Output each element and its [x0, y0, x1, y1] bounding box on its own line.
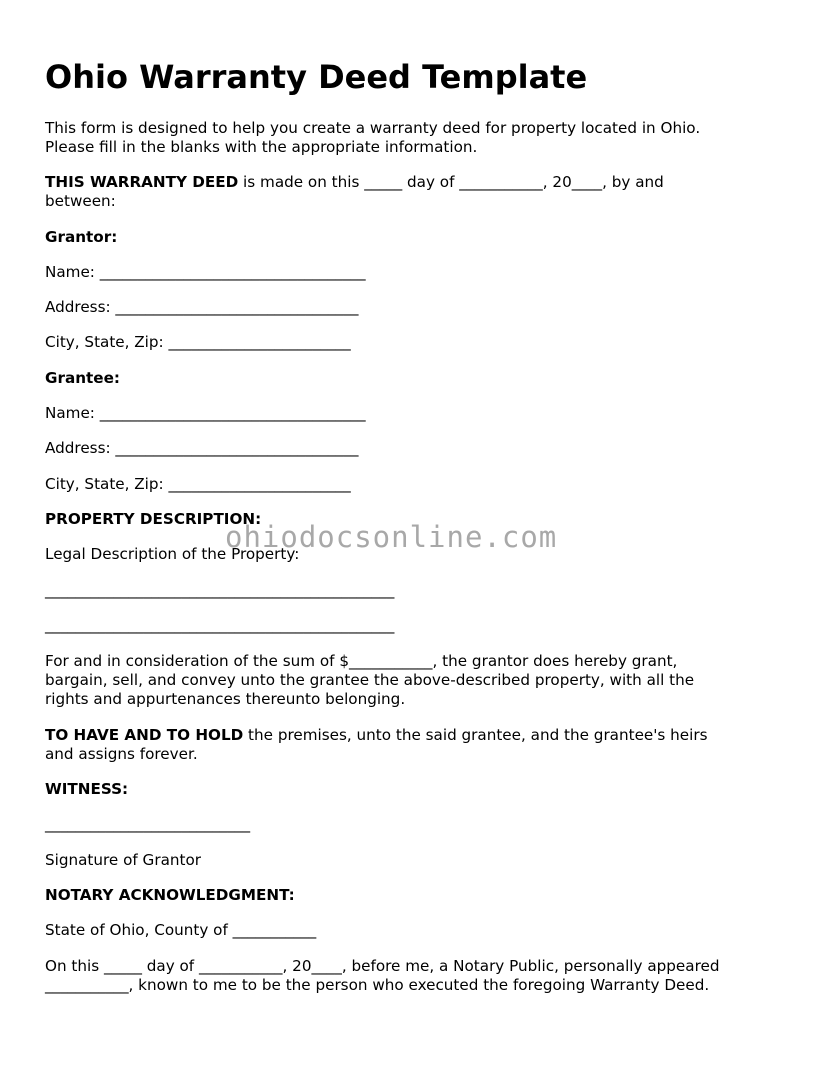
deed-intro — [45, 173, 664, 192]
habendum-line-2: and assigns forever. — [45, 745, 198, 763]
habendum-clause — [45, 726, 708, 745]
intro-line-2: Please fill in the blanks with the appropriate information. — [45, 138, 478, 156]
grantee-city-field: City, State, Zip: ________________________ — [45, 475, 351, 493]
property-description-heading: PROPERTY DESCRIPTION: — [45, 510, 262, 528]
grantor-address-field: Address: ________________________________ — [45, 298, 359, 316]
page-title: Ohio Warranty Deed Template — [45, 58, 588, 96]
consideration-line-3: rights and appurtenances thereunto belonging. — [45, 690, 406, 708]
watermark: ohiodocsonline.com — [225, 520, 558, 554]
consideration-line-1: For and in consideration of the sum of $___________, the grantor does hereby grant, — [45, 652, 678, 670]
consideration-line-2: bargain, sell, and convey unto the grantee the above-described property, with all the — [45, 671, 695, 689]
witness-heading: WITNESS: — [45, 780, 129, 798]
grantor-signature-label: Signature of Grantor — [45, 851, 201, 869]
grantor-city-field: City, State, Zip: ________________________ — [45, 333, 351, 351]
notary-line-1: On this _____ day of ___________, 20____, before me, a Notary Public, personally appeared — [45, 957, 720, 975]
deed-intro-rest: is made on this _____ day of ___________, 20____, by and — [238, 173, 664, 191]
habendum-rest: the premises, unto the said grantee, and the grantee's heirs — [243, 726, 708, 744]
grantee-heading: Grantee: — [45, 369, 120, 387]
grantor-heading: Grantor: — [45, 228, 118, 246]
deed-intro-line-2: between: — [45, 192, 116, 210]
legal-description-label: Legal Description of the Property: — [45, 545, 300, 563]
notary-heading: NOTARY ACKNOWLEDGMENT: — [45, 886, 295, 904]
legal-description-blank-2: ______________________________________________ — [45, 616, 395, 634]
notary-state-line: State of Ohio, County of ___________ — [45, 921, 317, 939]
grantee-name-field: Name: ___________________________________ — [45, 404, 366, 422]
notary-line-2: ___________, known to me to be the person who executed the foregoing Warranty Deed. — [45, 976, 710, 994]
grantor-name-field: Name: ___________________________________ — [45, 263, 366, 281]
intro-line-1: This form is designed to help you create a warranty deed for property located in Ohio. — [45, 119, 701, 137]
habendum-bold: TO HAVE AND TO HOLD — [45, 726, 244, 744]
grantee-address-field: Address: ________________________________ — [45, 439, 359, 457]
grantor-signature-line: ___________________________ — [45, 815, 251, 833]
deed-intro-bold: THIS WARRANTY DEED — [45, 173, 239, 191]
legal-description-blank-1: ______________________________________________ — [45, 581, 395, 599]
